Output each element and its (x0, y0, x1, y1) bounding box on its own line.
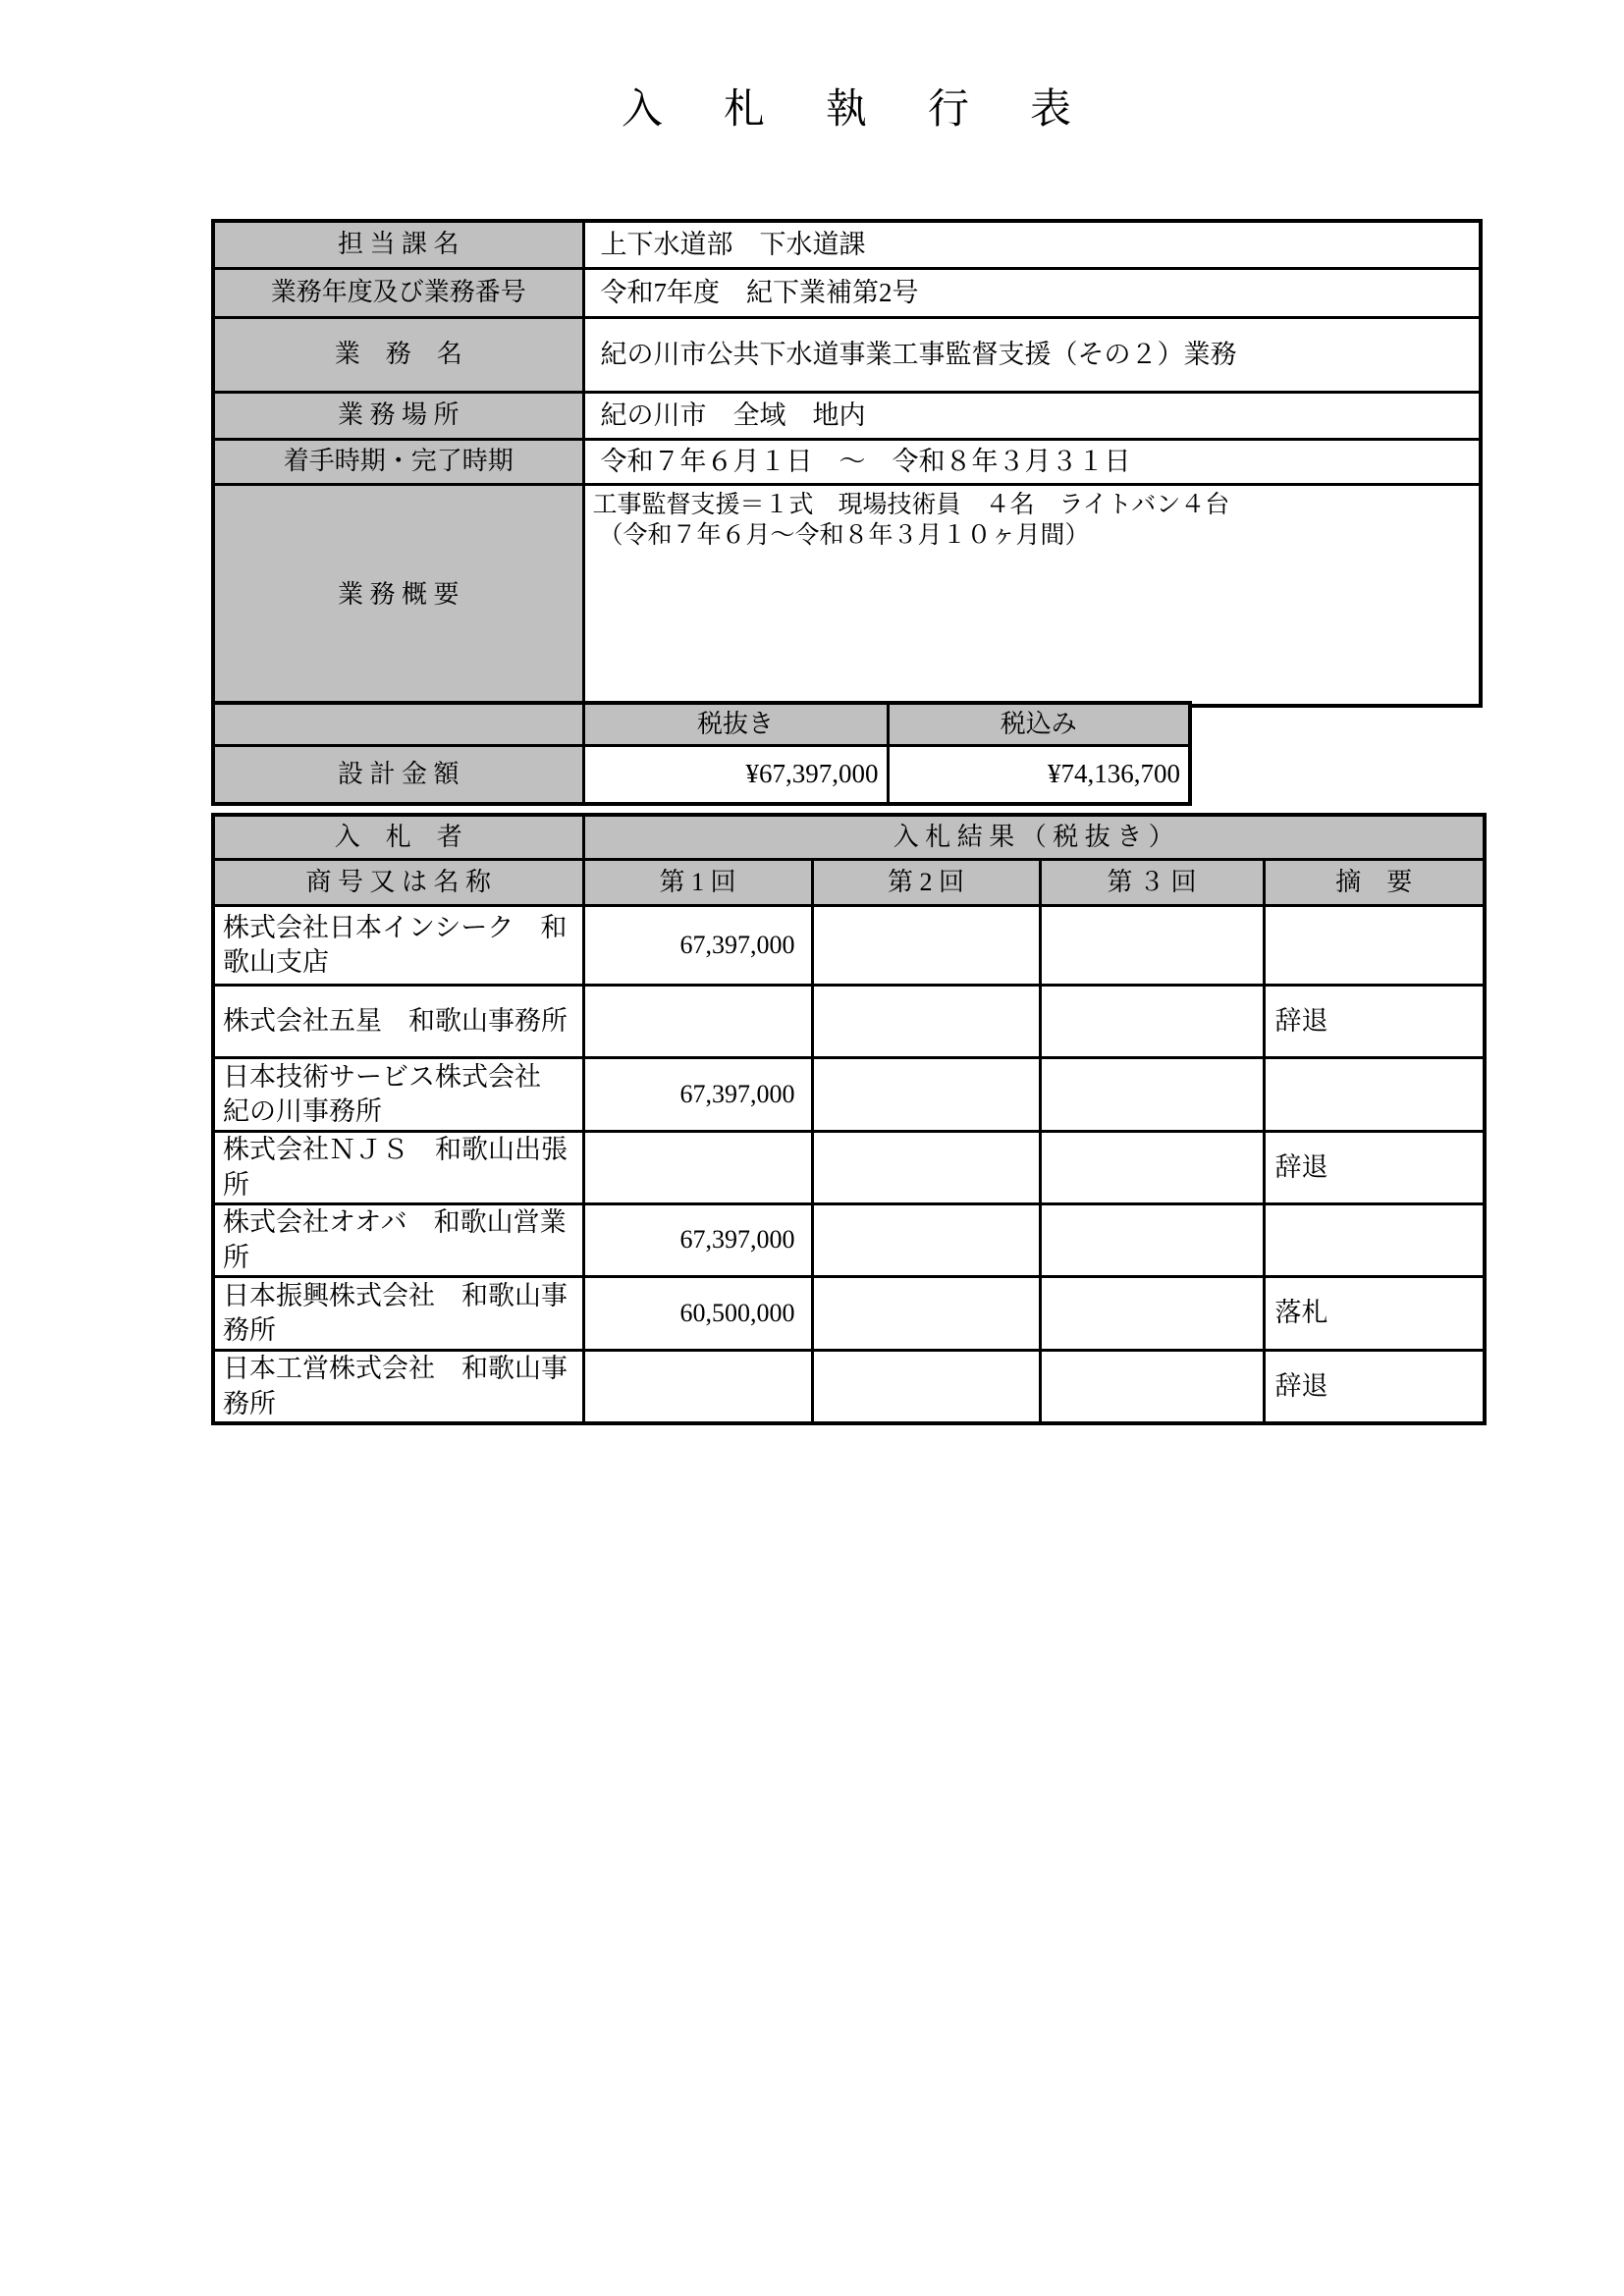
bid-round3-amount (1040, 1204, 1264, 1277)
table-row (213, 906, 1485, 986)
bid-note (1264, 906, 1485, 986)
table-row (213, 393, 1481, 440)
bid-col-round1: 第 1 回 (583, 860, 812, 906)
price-tax-excluded-value: ¥67,397,000 (583, 746, 888, 805)
bid-note: 辞退 (1264, 1351, 1485, 1424)
bid-round1-amount (583, 1132, 812, 1204)
bid-round2-amount (812, 906, 1040, 986)
bid-round1-amount: 67,397,000 (583, 906, 812, 986)
bid-round3-amount (1040, 906, 1264, 986)
table-row (213, 485, 1481, 707)
bidder-name: 日本工営株式会社 和歌山事務所 (213, 1351, 583, 1424)
table-row (213, 703, 1190, 746)
info-value-summary (583, 485, 1481, 707)
bidder-name: 株式会社ＮＪＳ 和歌山出張所 (213, 1132, 583, 1204)
price-tax-included-value: ¥74,136,700 (888, 746, 1190, 805)
bid-round1-amount: 67,397,000 (583, 1058, 812, 1132)
bid-note: 落札 (1264, 1277, 1485, 1351)
page-title: 入 札 執 行 表 (621, 87, 1081, 133)
bid-round3-amount (1040, 1058, 1264, 1132)
table-row (213, 1132, 1485, 1204)
info-value-period: 令和７年６月１日 ～ 令和８年３月３１日 (583, 440, 1481, 485)
bid-col-note: 摘 要 (1264, 860, 1485, 906)
price-header-tax-included: 税込み (888, 703, 1190, 746)
info-label-department: 担 当 課 名 (213, 221, 583, 269)
bid-round3-amount (1040, 986, 1264, 1058)
bid-note (1264, 1204, 1485, 1277)
bid-round2-amount (812, 1058, 1040, 1132)
table-row (213, 815, 1485, 860)
bidder-name: 日本技術サービス株式会社 紀の川事務所 (213, 1058, 583, 1132)
bid-round1-amount (583, 986, 812, 1058)
bid-round1-amount: 60,500,000 (583, 1277, 812, 1351)
bid-round2-amount (812, 1204, 1040, 1277)
info-label-location: 業 務 場 所 (213, 393, 583, 440)
info-label-summary: 業 務 概 要 (213, 485, 583, 707)
bid-round1-amount (583, 1351, 812, 1424)
bid-note: 辞退 (1264, 1132, 1485, 1204)
table-row (213, 1058, 1485, 1132)
info-label-fiscal-year-number: 業務年度及び業務番号 (213, 269, 583, 318)
price-row-label: 設 計 金 額 (213, 746, 583, 805)
bid-header-bidder: 入 札 者 (213, 815, 583, 860)
table-row (213, 440, 1481, 485)
table-row (213, 1351, 1485, 1424)
summary-line-1: 工事監督支援＝１式 現場技術員 ４名 ライトバン４台 (592, 492, 1230, 518)
table-row (213, 221, 1481, 269)
bid-note: 辞退 (1264, 986, 1485, 1058)
info-value-fiscal-year-number: 令和7年度 紀下業補第2号 (583, 269, 1481, 318)
bid-round1-amount: 67,397,000 (583, 1204, 812, 1277)
design-price-table (211, 701, 1192, 806)
bidder-name: 株式会社五星 和歌山事務所 (213, 986, 583, 1058)
bidder-name: 日本振興株式会社 和歌山事務所 (213, 1277, 583, 1351)
info-value-location: 紀の川市 全域 地内 (583, 393, 1481, 440)
bid-col-round2: 第 2 回 (812, 860, 1040, 906)
bid-round2-amount (812, 1351, 1040, 1424)
info-label-project-name: 業 務 名 (213, 318, 583, 393)
table-row (213, 1277, 1485, 1351)
info-label-period: 着手時期・完了時期 (213, 440, 583, 485)
table-row (213, 986, 1485, 1058)
table-row (213, 860, 1485, 906)
info-value-project-name: 紀の川市公共下水道事業工事監督支援（その２）業務 (583, 318, 1481, 393)
bid-header-result: 入 札 結 果 （ 税 抜 き ） (583, 815, 1485, 860)
bid-round2-amount (812, 986, 1040, 1058)
bid-round3-amount (1040, 1132, 1264, 1204)
bid-round2-amount (812, 1132, 1040, 1204)
table-row (213, 318, 1481, 393)
price-header-tax-excluded: 税抜き (583, 703, 888, 746)
bid-round3-amount (1040, 1351, 1264, 1424)
bid-col-round3: 第 ３ 回 (1040, 860, 1264, 906)
bid-round3-amount (1040, 1277, 1264, 1351)
bidder-name: 株式会社日本インシーク 和歌山支店 (213, 906, 583, 986)
table-row (213, 746, 1190, 805)
bid-col-name: 商 号 又 は 名 称 (213, 860, 583, 906)
bidder-name: 株式会社オオバ 和歌山営業所 (213, 1204, 583, 1277)
bid-note (1264, 1058, 1485, 1132)
summary-line-2: （令和７年６月～令和８年３月１０ヶ月間） (598, 522, 1090, 550)
table-row (213, 1204, 1485, 1277)
project-info-table (211, 219, 1483, 708)
price-corner-cell (213, 703, 583, 746)
info-value-department: 上下水道部 下水道課 (583, 221, 1481, 269)
bid-result-table (211, 813, 1487, 1425)
table-row (213, 269, 1481, 318)
bid-round2-amount (812, 1277, 1040, 1351)
